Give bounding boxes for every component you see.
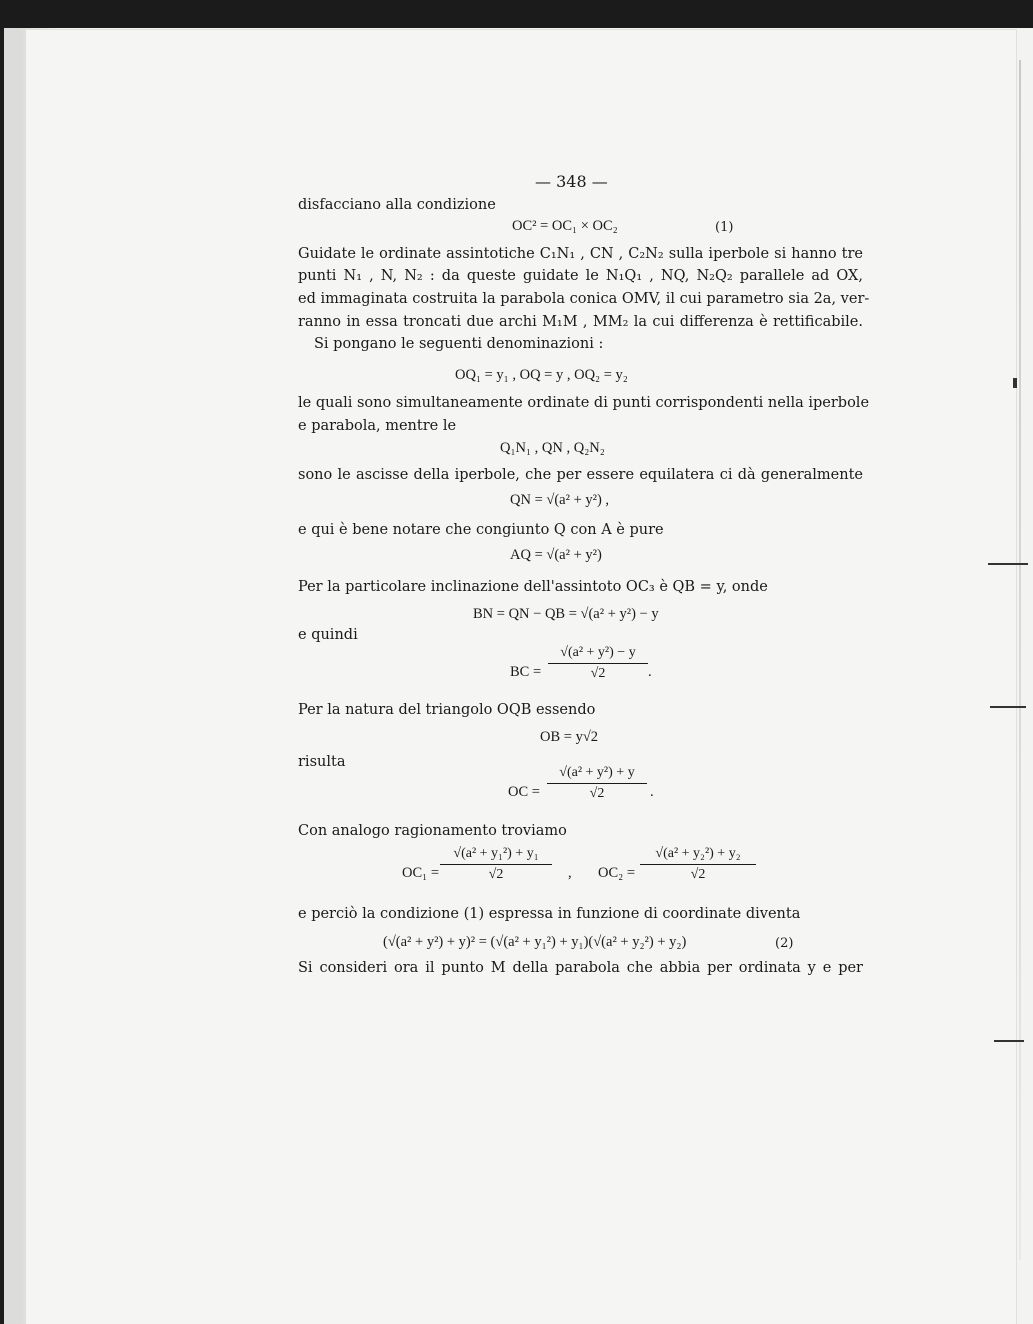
equation-1: OC² = OC₁ × OC₂ bbox=[512, 218, 618, 234]
fraction-oc2 bbox=[640, 845, 756, 884]
margin-mark bbox=[1013, 378, 1017, 388]
page-number: — 348 — bbox=[535, 172, 608, 191]
text-line: le quali sono simultaneamente ordinate di punti corrispondenti nella iperbole bbox=[298, 395, 870, 411]
text-line: e perciò la condizione (1) espressa in funzione di coordinate diventa bbox=[298, 906, 801, 922]
text-line: risulta bbox=[298, 754, 346, 770]
text-line: e qui è bene notare che congiunto Q con A è pure bbox=[298, 522, 664, 538]
denominator: √2 bbox=[690, 867, 706, 882]
denominator: √2 bbox=[590, 666, 606, 681]
denominator: √2 bbox=[488, 867, 504, 882]
equation-punctuation: . bbox=[648, 664, 652, 680]
equation-number: (1) bbox=[715, 220, 734, 235]
fraction-bar bbox=[440, 864, 552, 865]
text-line: Si pongano le seguenti denominazioni : bbox=[314, 336, 604, 352]
equation-8: OB = y√2 bbox=[540, 729, 599, 745]
text-line: sono le ascisse della iperbole, che per essere equilatera ci dà generalmente bbox=[298, 467, 863, 483]
equation-11: (√(a² + y²) + y)² = (√(a² + y₁²) + y₁)(√(a² + y₂²) + y₂) bbox=[383, 934, 687, 950]
equation-7-lhs: BC = bbox=[510, 664, 542, 680]
text-line: Per la natura del triangolo OQB essendo bbox=[298, 702, 596, 718]
numerator: √(a² + y²) + y bbox=[559, 765, 635, 780]
margin-mark bbox=[994, 1040, 1024, 1042]
fraction-oc1 bbox=[440, 845, 552, 884]
text-line: Per la particolare inclinazione dell'assintoto OC₃ è QB = y, onde bbox=[298, 579, 768, 595]
numerator: √(a² + y²) − y bbox=[560, 645, 636, 660]
text-line: Si consideri ora il punto M della parabola che abbia per ordinata y e per bbox=[298, 960, 863, 976]
equation-4: QN = √(a² + y²) , bbox=[510, 492, 610, 508]
equation-punctuation: . bbox=[650, 784, 654, 800]
fraction-bar bbox=[548, 663, 648, 664]
text-line: ranno in essa troncati due archi M₁M , MM₂ la cui differenza è rettificabile. bbox=[298, 314, 863, 330]
scan-top-border bbox=[0, 0, 1033, 28]
equation-10b-lhs: OC₂ = bbox=[598, 865, 636, 881]
equation-6: BN = QN − QB = √(a² + y²) − y bbox=[473, 606, 659, 622]
page-edge bbox=[1019, 60, 1021, 1260]
text-line: Guidate le ordinate assintotiche C₁N₁ , CN , C₂N₂ sulla iperbole si hanno tre bbox=[298, 246, 863, 262]
text-line: e quindi bbox=[298, 627, 358, 643]
numerator: √(a² + y₂²) + y₂ bbox=[655, 846, 741, 861]
equation-number: (2) bbox=[775, 936, 794, 951]
numerator: √(a² + y₁²) + y₁ bbox=[453, 846, 539, 861]
text-line: Con analogo ragionamento troviamo bbox=[298, 823, 567, 839]
margin-mark bbox=[988, 563, 1028, 565]
equation-9-lhs: OC = bbox=[508, 784, 540, 800]
text-line: disfacciano alla condizione bbox=[298, 197, 496, 213]
fraction-bar bbox=[640, 864, 756, 865]
fraction-bc bbox=[548, 644, 648, 683]
fraction-oc bbox=[547, 764, 647, 803]
text-line: punti N₁ , N, N₂ : da queste guidate le N₁Q₁ , NQ, N₂Q₂ parallele ad OX, bbox=[298, 268, 863, 284]
fraction-bar bbox=[547, 783, 647, 784]
text-line: e parabola, mentre le bbox=[298, 418, 457, 434]
margin-mark bbox=[990, 706, 1026, 708]
equation-10a-lhs: OC₁ = bbox=[402, 865, 440, 881]
equation-3: Q₁N₁ , QN , Q₂N₂ bbox=[500, 440, 605, 456]
equation-5: AQ = √(a² + y²) bbox=[510, 547, 602, 563]
equation-2: OQ₁ = y₁ , OQ = y , OQ₂ = y₂ bbox=[455, 367, 628, 383]
denominator: √2 bbox=[589, 786, 605, 801]
text-line: ed immaginata costruita la parabola conica OMV, il cui parametro sia 2a, ver- bbox=[298, 291, 870, 307]
equation-separator: , bbox=[568, 865, 572, 881]
